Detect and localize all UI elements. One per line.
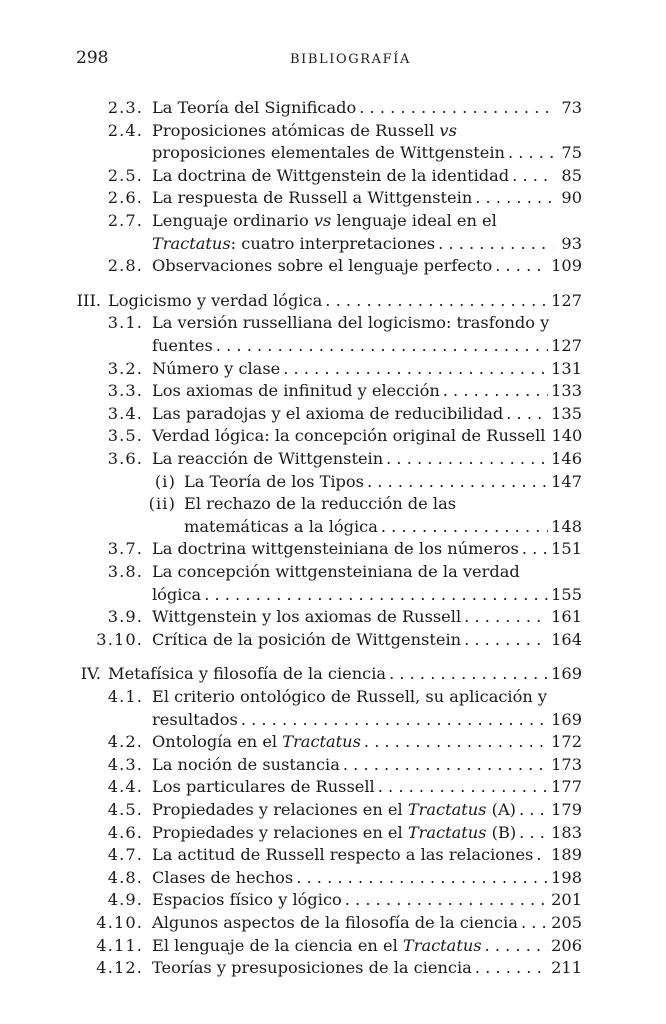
dot-leader <box>475 957 548 980</box>
dot-leader <box>283 358 548 381</box>
toc-line <box>152 799 582 822</box>
toc-line <box>152 448 582 471</box>
dot-leader <box>536 844 548 867</box>
toc-number: 4.8. <box>107 867 143 887</box>
toc-number: 4.7. <box>107 845 143 865</box>
toc-line <box>184 493 456 516</box>
toc-number: 4.6. <box>107 822 143 842</box>
toc-line <box>152 358 582 381</box>
toc-line <box>152 210 497 233</box>
toc-page-number: 133 <box>551 381 582 401</box>
toc-title: Propiedades y relaciones en el Tractatus (A) <box>152 800 516 819</box>
toc-title: Proposiciones atómicas de Russell vs <box>152 120 457 140</box>
toc-page-number: 179 <box>551 800 582 819</box>
toc-line <box>108 290 582 313</box>
toc-number: III. <box>76 290 101 310</box>
toc-title: proposiciones elementales de Wittgenstein <box>152 143 505 163</box>
dot-leader <box>519 822 548 845</box>
toc-title: matemáticas a la lógica <box>184 516 378 536</box>
toc-title: La Teoría del Significado <box>152 98 357 117</box>
toc-line <box>152 187 582 210</box>
toc-number: 4.1. <box>107 687 143 706</box>
toc-title: Propiedades y relaciones en el Tractatus (B) <box>152 822 517 842</box>
dot-leader <box>495 255 548 278</box>
toc-number: 4.10. <box>96 913 143 932</box>
toc-line <box>152 957 582 980</box>
dot-leader <box>386 448 548 471</box>
toc-title: Wittgenstein y los axiomas de Russell <box>152 607 462 627</box>
toc-number: 3.4. <box>107 403 143 423</box>
toc-number: 2.3. <box>107 98 143 117</box>
toc-line <box>152 709 582 732</box>
dot-leader <box>216 335 548 358</box>
toc-number: (ii) <box>148 494 176 514</box>
toc-title: Los axiomas de infinitud y elección <box>152 381 440 401</box>
toc-title: La reacción de Wittgenstein <box>152 449 384 468</box>
toc-page-number: 205 <box>551 913 582 932</box>
toc-page-number: 172 <box>551 732 582 752</box>
dot-leader <box>359 97 553 120</box>
toc-title: Verdad lógica: la concepción original de Russell <box>152 426 546 446</box>
toc-number: 2.7. <box>107 211 143 230</box>
toc-page-number: 127 <box>551 290 582 310</box>
toc-number: 2.5. <box>107 165 143 185</box>
toc-page-number: 155 <box>551 584 582 604</box>
toc-line <box>152 754 582 777</box>
toc-number: 3.5. <box>107 426 143 446</box>
toc-title: Observaciones sobre el lenguaje perfecto <box>152 256 493 276</box>
toc-line <box>152 867 582 890</box>
toc-number: 4.3. <box>107 754 143 774</box>
toc-title: Clases de hechos <box>152 867 294 887</box>
toc-line <box>108 663 582 686</box>
toc-title: El criterio ontológico de Russell, su aplicación y <box>152 687 548 706</box>
toc-page-number: 131 <box>551 358 582 378</box>
toc-number: 4.12. <box>96 958 143 978</box>
toc-page-number: 90 <box>561 188 582 208</box>
toc-page-number: 189 <box>551 845 582 865</box>
toc-page-number: 183 <box>551 822 582 842</box>
toc-line <box>184 516 582 539</box>
dot-leader <box>296 867 548 890</box>
toc-line <box>152 731 582 754</box>
dot-leader <box>475 187 553 210</box>
dot-leader <box>325 290 548 313</box>
dot-leader <box>485 935 549 958</box>
toc-line <box>152 425 582 448</box>
toc-page-number: 201 <box>551 890 582 910</box>
toc-page-number: 177 <box>551 777 582 797</box>
toc-number: 3.1. <box>107 313 143 333</box>
toc-title: La doctrina de Wittgenstein de la identidad <box>152 165 510 185</box>
toc-line <box>152 912 582 935</box>
toc-page-number: 75 <box>561 143 582 163</box>
dot-leader <box>464 606 548 629</box>
toc-line <box>152 538 582 561</box>
toc-title: La concepción wittgensteiniana de la verdad <box>152 562 520 581</box>
toc-number: 4.11. <box>96 935 143 955</box>
dot-leader <box>389 663 548 686</box>
dot-leader <box>241 709 548 732</box>
toc-page-number: 93 <box>561 233 582 253</box>
toc-page-number: 173 <box>551 754 582 774</box>
toc-line <box>152 561 520 584</box>
toc-title: El lenguaje de la ciencia en el Tractatus <box>152 935 482 955</box>
toc-line <box>152 165 582 188</box>
toc-page-number: 135 <box>551 403 582 423</box>
toc-page-number: 140 <box>551 426 583 446</box>
toc-line <box>152 584 582 607</box>
toc-page-number: 147 <box>551 471 582 491</box>
dot-leader <box>519 799 548 822</box>
toc-line <box>152 686 547 709</box>
toc-line <box>152 380 582 403</box>
toc-title: lógica <box>152 584 202 604</box>
toc-title: Teorías y presuposiciones de la ciencia <box>152 958 472 978</box>
toc-number: 4.5. <box>107 800 143 819</box>
dot-leader <box>204 584 548 607</box>
dot-leader <box>345 889 548 912</box>
toc-page-number: 169 <box>551 664 582 684</box>
dot-leader <box>464 629 548 652</box>
toc-number: 3.3. <box>107 381 143 401</box>
dot-leader <box>343 754 548 777</box>
dot-leader <box>506 403 548 426</box>
toc-page-number: 127 <box>551 336 582 355</box>
toc-line <box>152 935 582 958</box>
toc-page-number: 85 <box>561 165 582 185</box>
toc-page-number: 73 <box>561 98 582 117</box>
toc-title: Metafísica y filosofía de la ciencia <box>108 664 387 684</box>
toc-number: 3.10. <box>96 629 143 649</box>
toc-line <box>152 629 582 652</box>
toc-number: 3.6. <box>107 449 143 468</box>
toc-number: 4.9. <box>107 890 143 910</box>
toc-title: El rechazo de la reducción de las <box>184 494 457 514</box>
dot-leader <box>521 912 548 935</box>
toc-line <box>152 606 582 629</box>
toc-title: Número y clase <box>152 358 281 378</box>
toc-line <box>152 776 582 799</box>
toc-title: La actitud de Russell respecto a las relaciones <box>152 845 534 865</box>
toc-title: La Teoría de los Tipos <box>184 471 364 491</box>
toc-title: Las paradojas y el axioma de reducibilidad <box>152 403 504 423</box>
dot-leader <box>378 776 548 799</box>
dot-leader <box>381 516 548 539</box>
toc-title: Logicismo y verdad lógica <box>108 290 323 310</box>
toc-line <box>184 471 582 494</box>
toc-title: resultados <box>152 709 238 729</box>
toc-line <box>152 889 582 912</box>
toc-page-number: 211 <box>551 958 582 978</box>
toc-page-number: 198 <box>551 867 582 887</box>
toc-title: La noción de sustancia <box>152 754 340 774</box>
toc-title: Los particulares de Russell <box>152 777 375 797</box>
toc-number: (i) <box>154 471 176 491</box>
toc-number: 3.7. <box>107 539 143 559</box>
toc-number: 2.8. <box>107 256 143 276</box>
toc-page-number: 164 <box>551 629 582 649</box>
toc-title: Espacios físico y lógico <box>152 890 342 910</box>
toc-page-number: 146 <box>551 449 582 468</box>
dot-leader <box>508 142 553 165</box>
toc-page-number: 169 <box>551 709 582 729</box>
toc-title: La versión russelliana del logicismo: trasfondo y <box>152 313 550 333</box>
toc-page-number: 206 <box>551 935 582 955</box>
toc-line <box>152 335 582 358</box>
toc-number: 4.2. <box>107 732 143 752</box>
toc-line <box>152 120 457 143</box>
toc-number: IV. <box>80 664 101 684</box>
dot-leader <box>438 233 553 256</box>
toc-line <box>152 97 582 120</box>
toc-page-number: 109 <box>551 256 582 276</box>
toc-number: 2.6. <box>107 188 143 208</box>
dot-leader <box>364 731 548 754</box>
dot-leader <box>367 471 548 494</box>
toc-title: Ontología en el Tractatus <box>152 732 361 752</box>
toc-line <box>152 233 582 256</box>
toc-page-number: 148 <box>551 516 582 536</box>
toc-number: 3.2. <box>107 358 143 378</box>
dot-leader <box>522 538 548 561</box>
toc-title: fuentes <box>152 336 213 355</box>
toc-title: Algunos aspectos de la filosofía de la ciencia <box>152 913 518 932</box>
toc-title: Crítica de la posición de Wittgenstein <box>152 629 462 649</box>
page-number: 298 <box>76 48 109 68</box>
toc-line <box>152 142 582 165</box>
dot-leader <box>512 165 553 188</box>
toc-title: Tractatus: cuatro interpretaciones <box>152 233 436 253</box>
toc-title: Lenguaje ordinario vs lenguaje ideal en el <box>152 211 497 230</box>
toc-page-number: 151 <box>551 539 582 559</box>
toc-title: La doctrina wittgensteiniana de los números <box>152 539 519 559</box>
toc-title: La respuesta de Russell a Wittgenstein <box>152 188 473 208</box>
toc-number: 4.4. <box>107 777 143 797</box>
toc-line <box>152 255 582 278</box>
toc-line <box>152 312 549 335</box>
toc-page-number: 161 <box>551 607 582 627</box>
toc-number: 3.8. <box>107 562 143 581</box>
toc-line <box>152 822 582 845</box>
toc-line <box>152 844 582 867</box>
dot-leader <box>443 380 548 403</box>
toc-number: 3.9. <box>107 607 143 627</box>
toc-line <box>152 403 582 426</box>
toc-number: 2.4. <box>107 120 143 140</box>
running-header: BIBLIOGRAFÍA <box>290 52 411 67</box>
